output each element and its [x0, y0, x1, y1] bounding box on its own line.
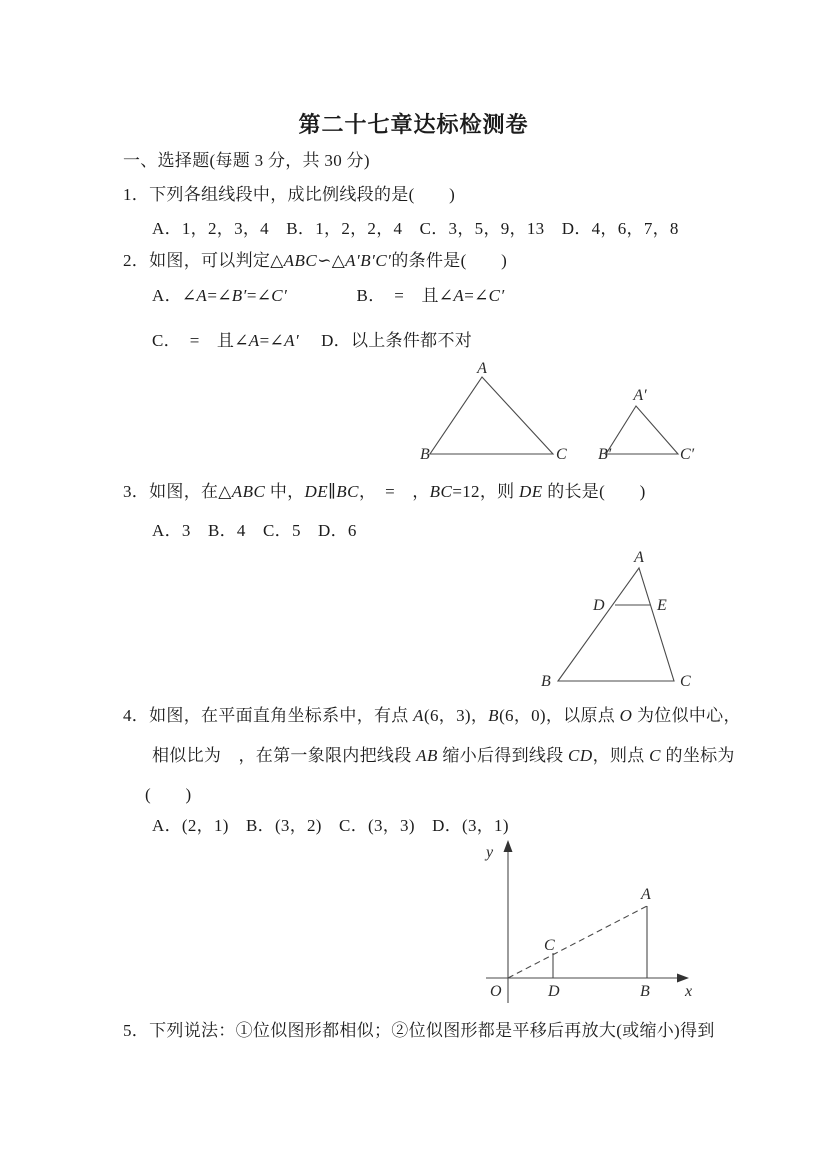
q3-figure-triangle-de [535, 545, 710, 695]
vertex-a-label: A [477, 360, 487, 377]
q4-stem-line2: 相似比为 ，在第一象限内把线段 AB 缩小后得到线段 CD，则点 C 的坐标为 [152, 746, 735, 765]
y-axis-arrow-icon [504, 840, 513, 852]
vertex-b-label: B [420, 446, 430, 463]
vertex-a-prime-label: A′ [633, 387, 647, 404]
origin-label: O [490, 983, 502, 1000]
q3-stem: 3．如图，在△ABC 中，DE∥BC， = ，BC=12，则 DE 的长是( ) [123, 482, 646, 501]
dashed-line-oa [508, 906, 647, 978]
y-axis-label: y [486, 844, 494, 861]
x-axis-arrow-icon [677, 974, 689, 983]
point-d-label: D [593, 597, 605, 614]
q5-stem: 5．下列说法：①位似图形都相似；②位似图形都是平移后再放大(或缩小)得到 [123, 1021, 715, 1040]
vertex-c-prime-label: C′ [680, 446, 695, 463]
vertex-b-prime-label: B′ [598, 446, 612, 463]
section-heading: 一、选择题(每题 3 分，共 30 分) [123, 151, 370, 170]
point-c-label: C [544, 937, 555, 954]
triangle-a2b2c2-outline [606, 406, 678, 454]
x-axis-label: x [685, 983, 693, 1000]
q4-figure-coordinate-system [478, 835, 708, 1005]
point-d-label: D [548, 983, 560, 1000]
q1-options: A．1，2，3，4 B．1，2，2，4 C．3，5，9，13 D．4，6，7，8 [152, 219, 679, 238]
q4-stem-line3: ( ) [145, 785, 192, 804]
q2-options-ab: A．∠A=∠B′=∠C′ B． = 且∠A=∠C′ [152, 286, 505, 305]
page-title: 第二十七章达标检测卷 [298, 112, 529, 137]
vertex-c-label: C [680, 673, 691, 690]
q2-options-cd: C． = 且∠A=∠A′ D．以上条件都不对 [152, 331, 473, 350]
vertex-b-label: B [541, 673, 551, 690]
point-b-label: B [640, 983, 650, 1000]
point-a-label: A [641, 886, 651, 903]
point-e-label: E [657, 597, 667, 614]
q4-stem-line1: 4．如图，在平面直角坐标系中，有点 A(6，3)，B(6，0)，以原点 O 为位似中心， [123, 706, 741, 725]
q1-stem: 1．下列各组线段中，成比例线段的是( ) [123, 185, 456, 204]
triangle-abc-outline [558, 568, 674, 681]
vertex-c-label: C [556, 446, 567, 463]
q2-stem: 2．如图，可以判定△ABC∽△A′B′C′的条件是( ) [123, 251, 508, 270]
q2-figure-similar-triangles [420, 355, 720, 470]
triangle-abc-outline [430, 377, 553, 454]
vertex-a-label: A [634, 549, 644, 566]
q3-options: A．3 B．4 C．5 D．6 [152, 521, 357, 540]
q4-options: A．(2，1) B．(3，2) C．(3，3) D．(3，1) [152, 816, 509, 835]
